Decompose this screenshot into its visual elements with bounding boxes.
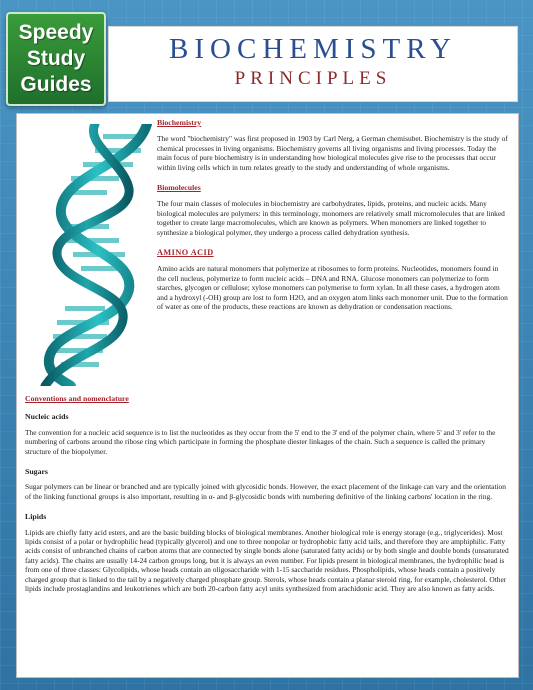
content-panel (16, 113, 519, 678)
page-title: BIOCHEMISTRY (169, 33, 457, 65)
dna-helix-icon (25, 124, 155, 386)
lipids-text: Lipids are chiefly fatty acid esters, and are the basic building blocks of biological membranes. Another biological role is energy storage (e.g., triglycerides). Most lipids consist of a polar or hydrophilic head (typically glycerol) and one to three nonpolar or hydrophobic fatty acid tails, and therefore they are amphiphilic. Fatty acids consist of unbranched chains of carbon atoms that are connected by single bonds alone (saturated fatty acids) or by both single and double bonds (unsaturated fatty acids). The chains are usually 14-24 carbon groups long, but it is always an even number. For lipids present in biological membranes, the hydrophilic head is from one of three classes: Glycolipids, whose heads contain an oligosaccharide with 1-15 saccharide residues. Phospholipids, whose heads contain a positively charged group that is linked to the tail by a negatively charged phosphate group. Sterols, whose heads contain a planar steroid ring, for example, cholesterol. Other lipids include prostaglandins and leukotrienes which are both 20-carbon fatty acyl units synthesized from arachidonic acid. They are also known as fatty acids. (25, 527, 509, 594)
nucleic-acids-heading: Nucleic acids (25, 412, 69, 422)
amino-acid-heading: AMINO ACID (157, 248, 214, 258)
biomolecules-text: The four main classes of molecules in biochemistry are carbohydrates, lipids, proteins, and nucleic acids. Many biological molecules are polymers: in this terminology, monomers are relatively small micromolecules that are linked together to create large macromolecules, which are known as polymers. When monomers are linked together to synthesize a biological polymer, they undergo a process called dehydration synthesis. (157, 199, 505, 237)
sugars-text: Sugar polymers can be linear or branched and are typically joined with glycosidic bonds. However, the exact placement of the linkage can vary and the orientation of the linking functional groups is also important, resulting in α- and β-glycosidic bonds with numbering definitive of the linking carbons' location in the ring. (25, 482, 506, 501)
biochemistry-text: The word "biochemistry" was first proposed in 1903 by Carl Nerg, a German chemisubet. Biochemistry is the study of chemical processes in living organisms. Biochemistry governs all living organisms and living processes. Today the main focus of pure biochemistry is in understanding how biological molecules give rise to the processes that occur within living cells which in turn relates greatly to the study and understanding of whole organisms. (157, 134, 508, 172)
page-subtitle: PRINCIPLES (234, 68, 392, 89)
speedy-study-guides-logo (6, 12, 106, 106)
sugars-heading: Sugars (25, 467, 48, 477)
conventions-heading: Conventions and nomenclature (25, 394, 129, 403)
nucleic-acids-text: The convention for a nucleic acid sequence is to list the nucleotides as they occur from the 5' end to the 3' end of the polymer chain, where 5' and 3' refer to the numbering of carbons around the ribose ring which participate in forming the phosphate diester linkages of the chain. Such a sequence is called the primary structure of the biopolymer. (25, 427, 496, 456)
logo-line-1: Speedy (18, 21, 94, 44)
logo-line-3: Guides (20, 73, 92, 96)
biomolecules-heading: Biomolecules (157, 183, 201, 193)
title-banner (108, 26, 518, 102)
logo-line-2: Study (26, 47, 86, 70)
amino-acid-text: Amino acids are natural monomers that polymerize at ribosomes to form proteins. Nucleotides, monomers found in the cell nucleus, polymerize to form nucleic acids – DNA and RNA. Glucose monomers can polymerize to form starches, glycogen or cellulose; xylose monomers can polymerise to form xylan. In all these cases, a hydrogen atom and a hydroxyl (-OH) group are lost to form H2O, and an oxygen atom links each monomer unit. Due to the formation of water as one of the products, these reactions are known as dehydration or condensation reactions. (157, 264, 508, 312)
lipids-heading: Lipids (25, 512, 47, 522)
lower-column (25, 394, 509, 605)
upper-column (157, 118, 509, 323)
biochemistry-heading: Biochemistry (157, 118, 202, 127)
